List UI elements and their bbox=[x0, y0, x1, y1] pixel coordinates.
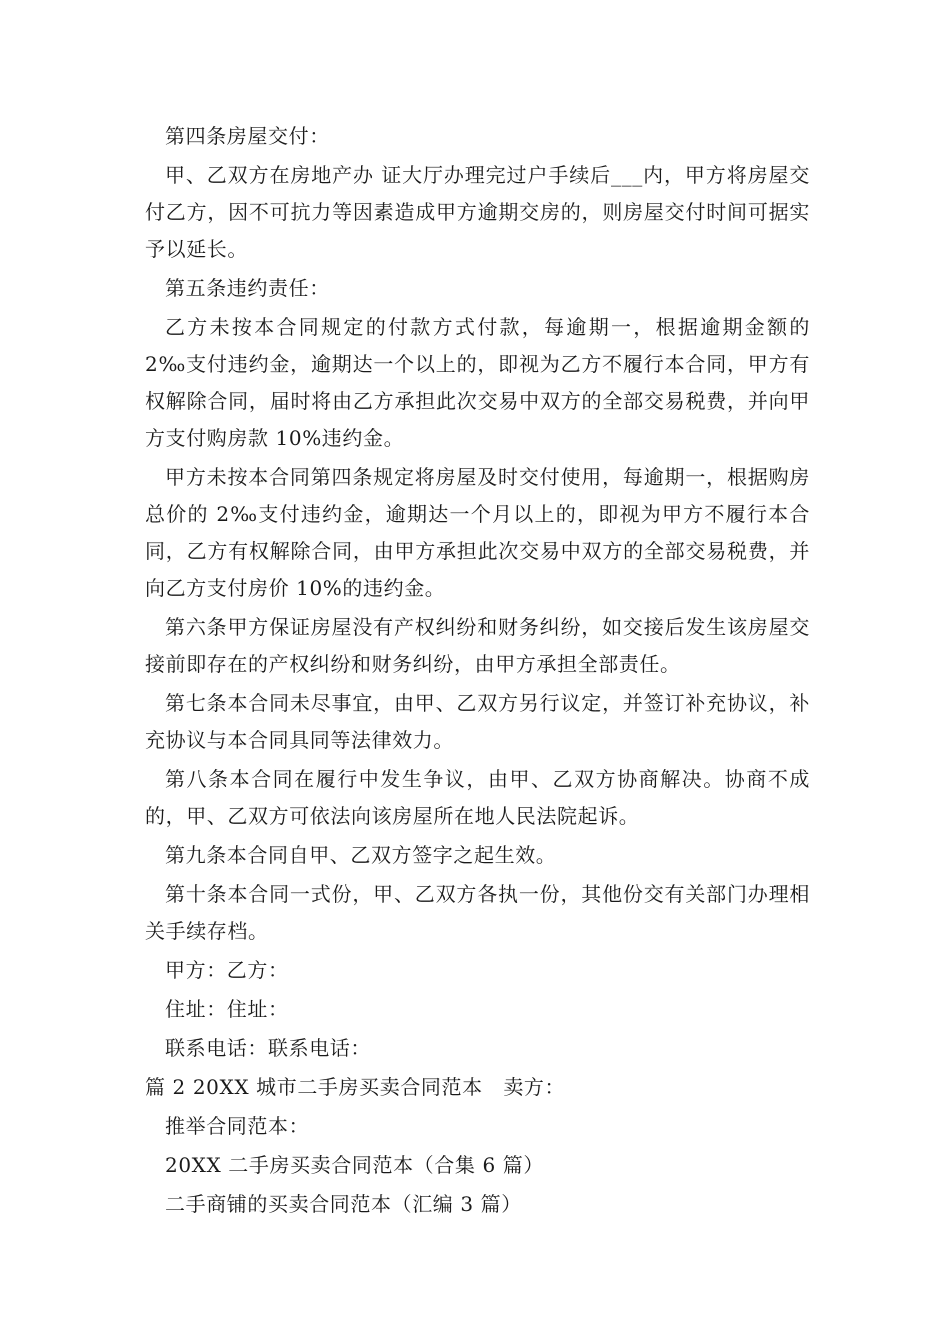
paragraph-seller-breach: 甲方未按本合同第四条规定将房屋及时交付使用，每逾期一，根据购房总价的 2‰支付违约金，逾期达一个月以上的，即视为甲方不履行本合同，乙方有权解除合同，由甲方承担此次交易中双方的全部交易税费，并向乙方支付房价 10%的违约金。 bbox=[145, 465, 810, 600]
address-line: 住址：住址： bbox=[165, 997, 289, 1021]
paragraph-article-7: 第七条本合同未尽事宜，由甲、乙双方另行议定，并签订补充协议，补充协议与本合同具同等法律效力。 bbox=[145, 691, 810, 752]
heading-article-5: 第五条违约责任： bbox=[165, 276, 330, 300]
recommended-item-2: 二手商铺的买卖合同范本（汇编 3 篇） bbox=[165, 1192, 522, 1216]
signature-party-line: 甲方：乙方： bbox=[165, 958, 289, 982]
paragraph-article-9: 第九条本合同自甲、乙双方签字之起生效。 bbox=[165, 843, 557, 867]
heading-article-4: 第四条房屋交付： bbox=[165, 124, 330, 148]
paragraph-buyer-breach: 乙方未按本合同规定的付款方式付款，每逾期一，根据逾期金额的 2‰支付违约金，逾期达一个以上的，即视为乙方不履行本合同，甲方有权解除合同，届时将由乙方承担此次交易中双方的全部交易税费，并向甲方支付购房款 10%违约金。 bbox=[145, 315, 810, 450]
paragraph-article-6: 第六条甲方保证房屋没有产权纠纷和财务纠纷，如交接后发生该房屋交接前即存在的产权纠纷和财务纠纷，由甲方承担全部责任。 bbox=[145, 615, 810, 676]
paragraph-house-delivery: 甲、乙双方在房地产办 证大厅办理完过户手续后___内，甲方将房屋交付乙方，因不可抗力等因素造成甲方逾期交房的，则房屋交付时间可据实予以延长。 bbox=[145, 163, 810, 261]
section-title-article-2: 篇 2 20XX 城市二手房买卖合同范本 卖方： bbox=[145, 1075, 566, 1099]
document-body bbox=[145, 118, 810, 1225]
recommended-item-1: 20XX 二手房买卖合同范本（合集 6 篇） bbox=[165, 1153, 544, 1177]
phone-line: 联系电话：联系电话： bbox=[165, 1036, 371, 1060]
recommended-heading: 推举合同范本： bbox=[165, 1114, 310, 1138]
paragraph-article-10: 第十条本合同一式份，甲、乙双方各执一份，其他份交有关部门办理相关手续存档。 bbox=[145, 882, 810, 943]
paragraph-article-8: 第八条本合同在履行中发生争议，由甲、乙双方协商解决。协商不成的，甲、乙双方可依法向该房屋所在地人民法院起诉。 bbox=[145, 767, 810, 828]
